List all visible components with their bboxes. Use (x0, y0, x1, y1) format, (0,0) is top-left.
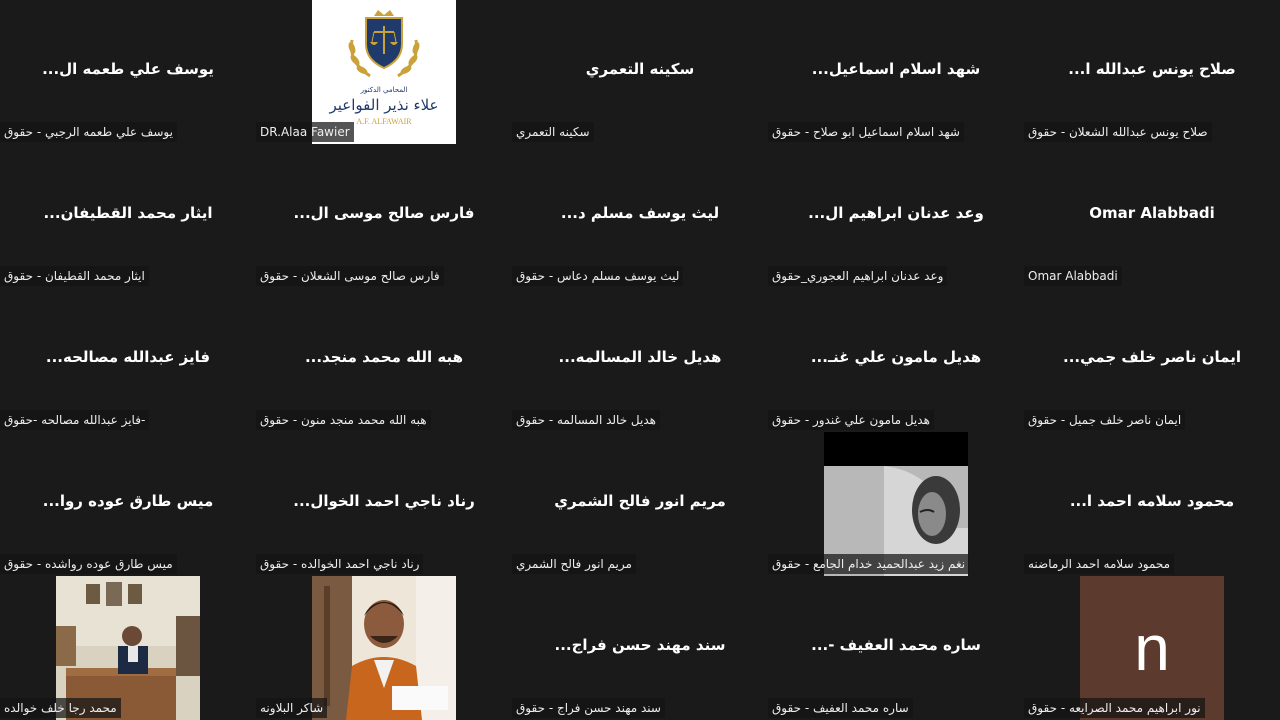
participant-display-name: ليث يوسف مسلم د... (560, 204, 720, 222)
participant-tile[interactable] (512, 144, 768, 288)
participant-display-name: ايثار محمد القطيفان... (43, 204, 213, 222)
man-photo (312, 576, 456, 720)
participant-name-label: هديل مامون علي غندور - حقوق (768, 410, 934, 430)
participant-tile[interactable] (256, 432, 512, 576)
participant-name-label: ساره محمد العفيف - حقوق (768, 698, 913, 718)
participant-tile[interactable] (768, 0, 1024, 144)
participant-tile[interactable] (512, 288, 768, 432)
svg-text:المحامي الدكتور: المحامي الدكتور (360, 86, 408, 94)
svg-text:علاء نذير الفواعير: علاء نذير الفواعير (329, 96, 439, 114)
participant-tile[interactable] (768, 288, 1024, 432)
participant-name-label: فايز عبدالله مصالحه -حقوق- (0, 410, 149, 430)
participant-display-name: ساره محمد العفيف -... (811, 636, 981, 654)
participant-name-label: مريم انور فالح الشمري (512, 554, 636, 574)
participant-display-name: محمود سلامه احمد ا... (1069, 492, 1235, 510)
participant-name-label: هبه الله محمد منجد منون - حقوق (256, 410, 431, 430)
participant-name-label: سند مهند حسن فراج - حقوق (512, 698, 665, 718)
participant-video (312, 576, 456, 720)
participant-tile[interactable] (0, 144, 256, 288)
participant-tile[interactable] (768, 432, 1024, 576)
participant-display-name: هديل خالد المسالمه... (558, 348, 722, 366)
participant-tile[interactable] (0, 576, 256, 720)
participant-name-label: نغم زيد عبدالحميد خدام الجامع - حقوق (768, 554, 969, 574)
participant-tile[interactable] (512, 576, 768, 720)
participant-display-name: مريم انور فالح الشمري (554, 492, 726, 510)
participant-tile[interactable] (1024, 144, 1280, 288)
participant-name-label: محمود سلامه احمد الرماضنه (1024, 554, 1174, 574)
participant-name-label: ليث يوسف مسلم دعاس - حقوق (512, 266, 683, 286)
participant-name-label: محمد رجا خلف خوالده (0, 698, 121, 718)
participant-display-name: هبه الله محمد منجد... (304, 348, 464, 366)
participant-tile[interactable] (1024, 288, 1280, 432)
participant-display-name: شهد اسلام اسماعيل... (811, 60, 981, 78)
participant-name-label: سكينه التعمري (512, 122, 594, 142)
participant-tile[interactable] (256, 576, 512, 720)
participant-display-name: فارس صالح موسى ال... (293, 204, 475, 222)
participant-tile[interactable] (256, 0, 512, 144)
participant-name-label: DR.Alaa Fawier (256, 122, 354, 142)
participant-name-label: وعد عدنان ابراهيم العجوري_حقوق (768, 266, 947, 286)
participant-tile[interactable] (0, 0, 256, 144)
participant-tile[interactable] (0, 288, 256, 432)
participant-tile[interactable] (256, 288, 512, 432)
participant-display-name: ايمان ناصر خلف جمي... (1063, 348, 1241, 366)
participant-name-label: فارس صالح موسى الشعلان - حقوق (256, 266, 444, 286)
participant-display-name: ميس طارق عوده روا... (42, 492, 214, 510)
participant-tile[interactable] (512, 0, 768, 144)
participant-tile[interactable] (1024, 576, 1280, 720)
participant-tile[interactable] (256, 144, 512, 288)
participant-name-label: ايثار محمد القطيفان - حقوق (0, 266, 149, 286)
participant-name-label: صلاح يونس عبدالله الشعلان - حقوق (1024, 122, 1212, 142)
avatar-initial: n (1134, 612, 1170, 684)
participant-display-name: يوسف علي طعمه ال... (42, 60, 214, 78)
participant-name-label: ميس طارق عوده رواشده - حقوق (0, 554, 177, 574)
participant-display-name: فايز عبدالله مصالحه... (45, 348, 211, 366)
participant-tile[interactable] (0, 432, 256, 576)
participant-display-name: رناد ناجي احمد الخوال... (293, 492, 475, 510)
participant-name-label: هديل خالد المسالمه - حقوق (512, 410, 660, 430)
participant-display-name: وعد عدنان ابراهيم ال... (808, 204, 984, 222)
participant-tile[interactable] (1024, 432, 1280, 576)
participant-name-label: Omar Alabbadi (1024, 266, 1122, 286)
participant-display-name: سكينه التعمري (585, 60, 695, 78)
participant-name-label: رناد ناجي احمد الخوالده - حقوق (256, 554, 423, 574)
participant-name-label: شاكر البلاونه (256, 698, 327, 718)
participant-name-label: ايمان ناصر خلف جميل - حقوق (1024, 410, 1185, 430)
participant-tile[interactable] (512, 432, 768, 576)
participant-display-name: هديل مامون علي غنـ... (810, 348, 982, 366)
participant-display-name: Omar Alabbadi (1089, 204, 1215, 222)
participant-name-label: نور ابراهيم محمد الصرايعه - حقوق (1024, 698, 1205, 718)
participant-tile[interactable] (768, 144, 1024, 288)
participant-tile[interactable] (1024, 0, 1280, 144)
participant-display-name: سند مهند حسن فراج... (554, 636, 726, 654)
participant-display-name: صلاح يونس عبدالله ا... (1068, 60, 1236, 78)
participant-tile[interactable] (768, 576, 1024, 720)
svg-text:A.F. ALFAWAIR: A.F. ALFAWAIR (356, 117, 412, 126)
participant-name-label: شهد اسلام اسماعيل ابو صلاح - حقوق (768, 122, 964, 142)
participant-name-label: يوسف علي طعمه الرجبي - حقوق (0, 122, 177, 142)
